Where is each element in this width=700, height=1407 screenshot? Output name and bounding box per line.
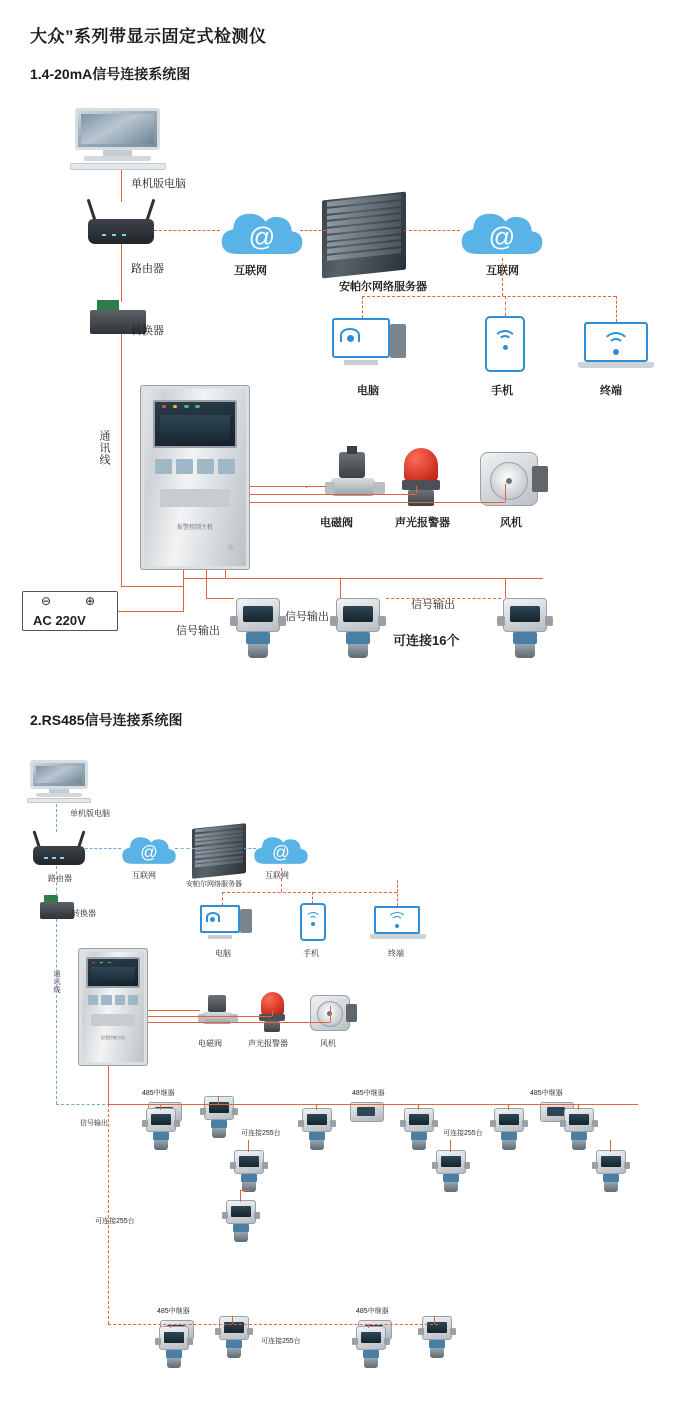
sound-light-alarm-1 [400,448,442,510]
line-lower-trunk-v-2 [108,1104,109,1324]
label-fan-1: 风机 [500,517,522,529]
gas-detector-2j [592,1150,630,1194]
line-d2l-2 [232,1316,233,1324]
fan-1 [480,448,550,510]
label-connectable-2-4: 可连接255台 [261,1338,301,1345]
label-terminal-1: 终端 [600,385,622,397]
line-panel-alarm-2 [148,1016,272,1017]
line-bus-laptop-2 [397,880,398,906]
label-signal-out-2: 信号输出 [80,1120,108,1127]
ac-minus-icon: ⊖ [41,594,52,608]
line-bus-laptop-1 [616,296,617,322]
gas-detector-2l [215,1316,253,1360]
converter-2 [40,895,74,919]
label-pc-1: 电脑 [357,385,379,397]
svg-text:@: @ [488,221,516,252]
svg-text:@: @ [272,842,290,863]
line-converter-down-2 [56,919,57,1104]
gas-detector-1b [330,598,386,660]
label-ac-power-1: AC 220V [33,613,86,628]
label-connectable-2-1: 可连接255台 [241,1130,281,1137]
standalone-pc-monitor [75,108,160,166]
terminal-laptop-2 [370,906,426,942]
gas-detector-2n [418,1316,456,1360]
fan-2 [310,992,358,1034]
line-det-b-1 [340,578,341,598]
label-solenoid-valve-2: 电磁阀 [198,1039,222,1048]
line-det-c-1 [505,578,506,598]
line-detector-a-1 [206,598,234,599]
label-relay-4: 485中继器 [157,1308,190,1315]
line-panel-fan-2 [148,1022,330,1023]
label-relay-3: 485中继器 [530,1090,563,1097]
line-pc-router-2 [56,804,57,832]
line-ac-to-panel-1 [118,611,183,612]
solenoid-valve-1 [325,452,387,508]
line-panel-to-fan-1 [250,502,505,503]
line-d2e-2 [316,1104,317,1110]
line-cloud-server-2 [175,848,195,849]
label-signal-out-1c: 信号输出 [411,599,455,611]
line-converter-panel-1 [121,334,122,586]
line-server-cloud2-2 [244,848,256,849]
line-d2a-2 [160,1104,161,1110]
line-bus-phone-1 [505,296,506,316]
label-standalone-pc-1: 单机版电脑 [131,178,186,190]
line-ac-up-1 [183,586,184,612]
line-cloud-server-1 [300,230,326,231]
alarm-control-panel-2: 报警控制主机 [78,948,148,1066]
line-branch-d-2 [240,1190,241,1202]
gas-detector-1c [497,598,553,660]
label-relay-5: 485中继器 [356,1308,389,1315]
label-connectable-2-2: 可连接255台 [443,1130,483,1137]
internet-cloud-right-1 [458,205,546,261]
line-panel-bottom-left-1 [183,570,184,586]
gas-detector-2b [200,1096,238,1140]
relay-2 [350,1098,384,1124]
label-converter-2: 转换器 [72,909,96,918]
gas-detector-2h [490,1108,528,1152]
label-sound-light-alarm-1: 声光报警器 [395,517,450,529]
label-signal-out-1a: 信号输出 [176,625,220,637]
line-router-converter-2 [56,866,57,896]
line-panel-to-trunk-2 [108,1066,109,1104]
label-connectable-16: 可连接16个 [393,633,460,648]
gas-detector-2e [298,1108,336,1152]
line-converter-panel-h-1 [121,586,183,587]
line-cloudr-down-2 [281,868,282,892]
label-converter-1: 转换器 [131,325,164,337]
label-fan-2: 风机 [320,1039,336,1048]
gas-detector-2d [222,1200,260,1244]
phone-1 [485,316,525,372]
gas-detector-2f [400,1108,438,1152]
terminal-laptop-1 [578,322,654,372]
label-pc-2: 电脑 [215,949,231,958]
label-signal-out-1b: 信号输出 [285,611,329,623]
alarm-control-panel-1: 报警控制主机 [140,385,250,570]
line-d2i-2 [578,1104,579,1110]
line-d2k-2 [170,1324,171,1328]
line-panel-to-alarm-1 [250,494,416,495]
line-router-cloud-2 [85,848,121,849]
line-d2b-2 [218,1096,219,1104]
line-bus-pc-2 [222,892,223,906]
line-panel-bottom-mid2-1 [225,570,226,578]
line-bus-pc-1 [362,296,363,318]
label-server-1: 安帕尔网络服务器 [339,281,427,293]
line-devices-bus-1 [362,296,616,297]
pc-terminal-1 [332,318,408,366]
line-panel-to-valve-1 [250,486,326,487]
line-branch-g-2 [450,1140,451,1152]
internet-cloud-left-2 [120,831,178,869]
line-d2n-2 [434,1316,435,1324]
line-panel-bottom-1 [183,578,543,579]
label-internet-right-1: 互联网 [486,265,519,277]
line-lower-trunk-h-2 [108,1324,438,1325]
router-2 [33,831,85,865]
router-1 [88,200,154,244]
standalone-pc-keyboard [70,163,166,170]
label-standalone-pc-2: 单机版电脑 [70,809,110,818]
network-server-2 [192,826,246,876]
label-internet-left-1: 互联网 [234,265,267,277]
internet-cloud-left-1 [218,205,306,261]
line-d2f-2 [418,1104,419,1110]
gas-detector-1a [230,598,286,660]
label-router-2: 路由器 [48,874,72,883]
label-relay-2: 485中继器 [352,1090,385,1097]
gas-detector-2c [230,1150,268,1194]
label-comm-line-2: 通讯线 [53,970,60,994]
label-terminal-2: 终端 [388,949,404,958]
line-connectable-dash-1 [386,598,501,599]
label-server-2: 安帕尔网络服务器 [186,881,242,888]
line-fan-drop-2 [330,1006,331,1022]
ac-plus-icon: ⊕ [85,594,96,608]
gas-detector-2i [560,1108,598,1152]
line-cloud-right-down-1 [502,258,503,296]
line-alarm-drop-1 [416,486,417,494]
line-branch-cd-2 [240,1190,250,1191]
gas-detector-2a [142,1108,180,1152]
line-d2m-2 [368,1324,369,1328]
line-server-cloud-right-1 [404,230,460,231]
gas-detector-2k [155,1326,193,1370]
svg-text:@: @ [248,221,276,252]
network-server-1 [322,196,406,274]
page-title: 大众”系列带显示固定式检测仪 [30,27,267,46]
line-panel-bottom-mid-1 [206,570,207,598]
line-bus-phone-2 [312,892,313,904]
line-branch-c-2 [248,1140,249,1152]
line-bus-devices-2 [222,892,397,893]
gas-detector-2g [432,1150,470,1194]
line-branch-j-2 [610,1140,611,1152]
line-d2h-2 [508,1104,509,1110]
label-internet-left-2: 互联网 [132,871,156,880]
line-pc-router-1 [121,170,122,202]
label-sound-light-alarm-2: 声光报警器 [248,1039,288,1048]
pc-terminal-2 [200,905,254,939]
svg-text:@: @ [140,842,158,863]
line-alarm-drop-2 [272,1010,273,1016]
line-trunk-main-2 [108,1104,638,1105]
solenoid-valve-2 [198,995,240,1033]
label-phone-2: 手机 [303,949,319,958]
section-1-title: 1.4-20mA信号连接系统图 [30,66,191,82]
line-fan-drop-1 [505,484,506,502]
label-router-1: 路由器 [131,263,164,275]
line-router-converter-1 [121,244,122,302]
phone-2 [300,903,326,941]
line-router-cloud-1 [154,230,220,231]
label-comm-line-1: 通讯线 [98,430,110,466]
label-relay-1: 485中继器 [142,1090,175,1097]
label-phone-1: 手机 [491,385,513,397]
gas-detector-2m [352,1326,390,1370]
label-solenoid-valve-1: 电磁阀 [320,517,353,529]
standalone-pc-keyboard-2 [27,798,91,803]
label-connectable-2-3: 可连接255台 [95,1218,135,1225]
line-panel-valve-2 [148,1010,200,1011]
section-2-title: 2.RS485信号连接系统图 [30,712,183,728]
internet-cloud-right-2 [252,831,310,869]
standalone-pc-monitor-2 [30,760,88,800]
label-internet-right-2: 互联网 [265,871,289,880]
